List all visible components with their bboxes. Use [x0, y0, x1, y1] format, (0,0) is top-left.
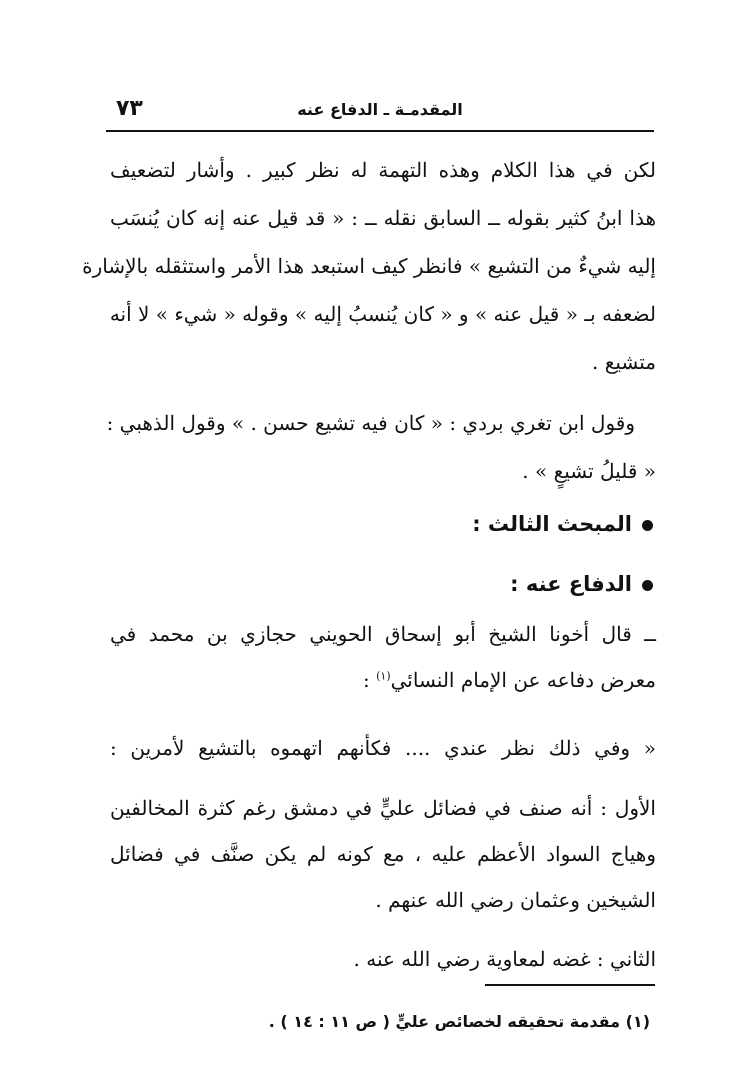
header-title: المقدمـة ـ الدفاع عنه [297, 100, 463, 119]
paragraph-line: وقول ابن تغري بردي : « كان فيه تشيع حسن . » وقول الذهبي : [106, 411, 635, 435]
bullet-icon [642, 520, 653, 531]
paragraph-line [110, 668, 656, 692]
footnote-divider [485, 984, 655, 986]
line-colon: : [362, 668, 377, 692]
paragraph-line: الثاني : غضه لمعاوية رضي الله عنه . [353, 947, 656, 971]
paragraph-line: الشيخين وعثمان رضي الله عنهم . [375, 888, 656, 912]
subsection-heading [510, 572, 653, 596]
paragraph-line: لضعفه بـ « قيل عنه » و « كان يُنسبُ إليه » وقوله « شيء » لا أنه [109, 302, 656, 326]
paragraph-line: متشيع . [592, 350, 656, 374]
paragraph-line: وهياج السواد الأعظم عليه ، مع كونه لم يكن صنَّف في فضائل [110, 842, 656, 866]
paragraph-line: هذا ابنُ كثير بقوله ــ السابق نقله ــ : « قد قيل عنه إنه كان يُنسَب [110, 206, 656, 230]
paragraph-line: لكن في هذا الكلام وهذه التهمة له نظر كبير . وأشار لتضعيف [110, 158, 656, 182]
paragraph-line: إليه شيءٌ من التشيع » فانظر كيف استبعد هذا الأمر واستثقله بالإشارة [82, 254, 656, 278]
running-header [106, 96, 654, 132]
footnote-ref: (١) [376, 669, 391, 683]
section-heading [472, 512, 653, 536]
bullet-icon [642, 580, 653, 591]
paragraph-line: « قليلُ تشيعٍ » . [522, 459, 656, 483]
quote-line: « وفي ذلك نظر عندي .... فكأنهم اتهموه بالتشيع لأمرين : [110, 736, 656, 760]
paragraph-line: ــ قال أخونا الشيخ أبو إسحاق الحويني حجازي بن محمد في [110, 622, 656, 646]
paragraph-line: الأول : أنه صنف في فضائل عليٍّ في دمشق رغم كثرة المخالفين [110, 796, 656, 820]
line-text: معرض دفاعه عن الإمام النسائي [390, 668, 656, 692]
page-number: ٧٣ [116, 96, 143, 121]
heading-text: الدفاع عنه : [510, 572, 632, 596]
heading-text: المبحث الثالث : [472, 512, 632, 536]
footnote: (١) مقدمة تحقيقه لخصائص عليٍّ ( ص ١١ : ١٤ ) . [268, 1012, 650, 1031]
